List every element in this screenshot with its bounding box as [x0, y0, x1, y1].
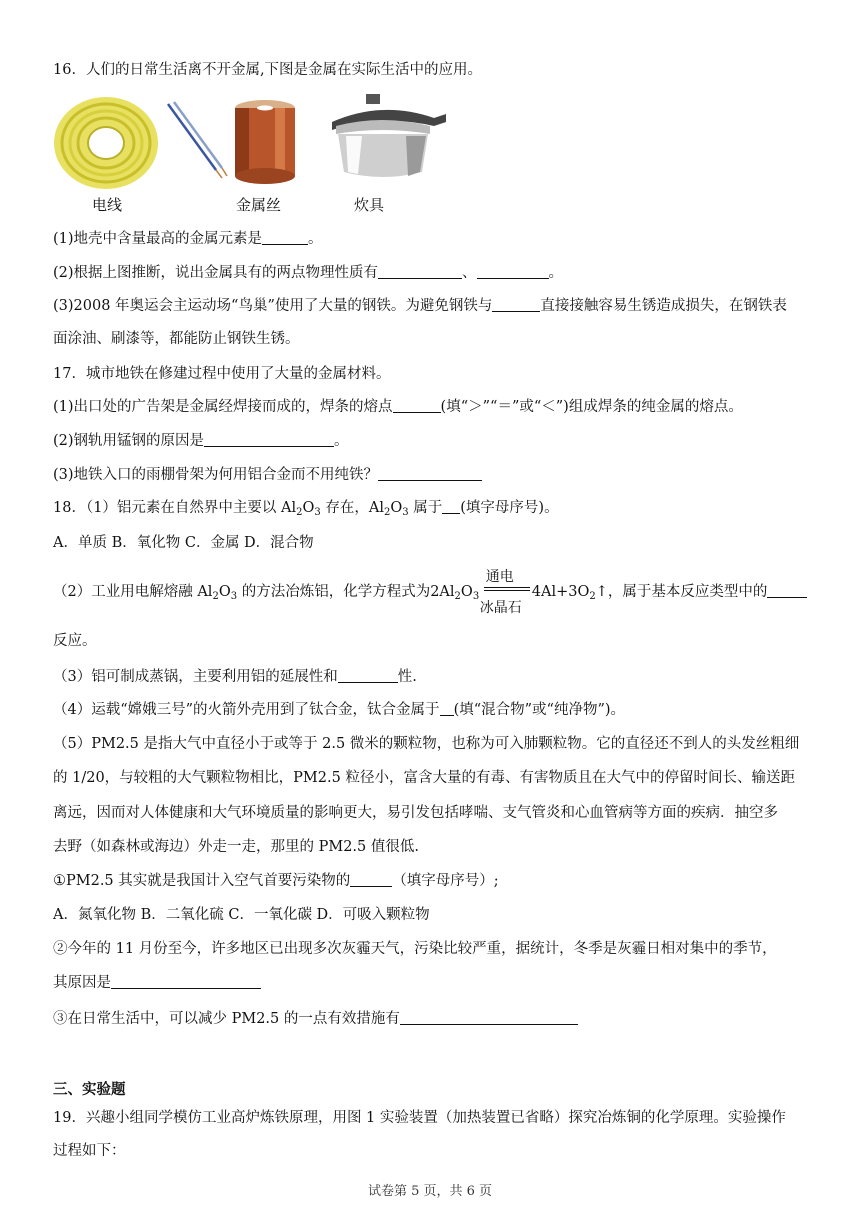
answer-blank[interactable] [477, 264, 549, 279]
q18-options-2: A．氮氧化物 B．二氧化硫 C．一氧化碳 D．可吸入颗粒物 [53, 907, 430, 923]
q18-part5-line2: 的 1/20，与较粗的大气颗粒物相比，PM2.5 粒径小，富含大量的有毒、有害物质且在大气中的停留时间长、输送距 [53, 770, 795, 786]
q16-title: 16．人们的日常生活离不开金属,下图是金属在实际生活中的应用。 [53, 62, 483, 78]
answer-blank[interactable] [338, 668, 398, 683]
q18-part2-cont: 反应。 [53, 633, 97, 649]
q16-part3-cont: 面涂油、刷漆等，都能防止钢铁生锈。 [53, 331, 300, 347]
copper-spool-image [230, 98, 300, 186]
answer-blank[interactable] [400, 1010, 578, 1025]
q17-title: 17．城市地铁在修建过程中使用了大量的金属材料。 [53, 366, 391, 382]
pressure-cooker-image [322, 92, 448, 182]
answer-blank[interactable] [767, 583, 807, 598]
q18-part5-line4: 去野（如森林或海边）外走一走，那里的 PM2.5 值很低. [53, 839, 419, 855]
q19-line1: 19．兴趣小组同学模仿工业高炉炼铁原理，用图 1 实验装置（加热装置已省略）探究冶炼铜的化学原理。实验操作 [53, 1110, 786, 1126]
q18-sub2: ②今年的 11 月份至今，许多地区已出现多次灰霾天气，污染比较严重，据统计，冬季是灰霾日相对集中的季节， [53, 941, 777, 957]
caption-wire: 电线 [92, 196, 123, 214]
answer-blank[interactable] [492, 297, 540, 312]
section-heading: 三、实验题 [53, 1081, 126, 1098]
q18-part2: （2）工业用电解熔融 $Al_2O_3$ 的方法冶炼铝，化学方程式为$2Al_2O_3$ 通电 冰晶石 $4Al+3O_2↑$，属于基本反应类型中的 [53, 582, 807, 602]
answer-blank[interactable] [378, 466, 482, 481]
q17-part1: (1)出口处的广告架是金属经焊接而成的，焊条的熔点 (填“＞”“＝”或“＜”)组成焊条的纯金属的熔点。 [53, 399, 743, 415]
caption-metal-wire: 金属丝 [236, 196, 282, 214]
q18-part5-line3: 离远，因而对人体健康和大气环境质量的影响更大，易引发包括哮喘、支气管炎和心血管病等方面的疾病．抽空多 [53, 805, 778, 821]
q17-part3: (3)地铁入口的雨棚骨架为何用铝合金而不用纯铁？ [53, 465, 482, 485]
q16-part2: (2)根据上图推断，说出金属具有的两点物理性质有 、 。 [53, 265, 564, 281]
q18-part3: （3）铝可制成蒸锅，主要利用铝的延展性和 性. [53, 669, 417, 685]
q18-sub3: ③在日常生活中，可以减少 PM2.5 的一点有效措施有 [53, 1009, 578, 1029]
wires-image [164, 100, 228, 180]
q18-sub2-cont: 其原因是 [53, 973, 261, 993]
q16-part3: (3)2008 年奥运会主运动场“鸟巢”使用了大量的钢铁。为避免钢铁与 直接接触容易生锈造成损失，在钢铁表 [53, 298, 787, 314]
q18-part4: （4）运载“嫦娥三号”的火箭外壳用到了钛合金，钛合金属于 (填“混合物”或“纯净物”)。 [53, 702, 626, 718]
q19-line2: 过程如下： [53, 1143, 126, 1159]
answer-blank[interactable] [111, 974, 261, 989]
answer-blank[interactable] [262, 230, 308, 245]
q18-sub1: ①PM2.5 其实就是我国计入空气首要污染物的 （填字母序号）; [53, 873, 499, 889]
answer-blank[interactable] [350, 872, 392, 887]
answer-blank[interactable] [440, 701, 454, 716]
metal-applications-figure [52, 92, 452, 214]
q18-part1: 18．（1）铝元素在自然界中主要以 $Al_2O_3$ 存在，$Al_2O_3$ 属于 (填字母序号)。 [53, 500, 559, 518]
q17-part2: (2)钢轨用锰钢的原因是 。 [53, 433, 349, 449]
wire-coil-image [52, 94, 160, 192]
answer-blank[interactable] [442, 499, 460, 514]
q18-part5-line1: （5）PM2.5 是指大气中直径小于或等于 2.5 微米的颗粒物，也称为可入肺颗粒物。它的直径还不到人的头发丝粗细 [53, 736, 800, 752]
q16-part1: (1)地壳中含量最高的金属元素是 。 [53, 231, 323, 247]
page-footer: 试卷第 5 页，共 6 页 [367, 1184, 493, 1199]
caption-cookware: 炊具 [354, 196, 385, 214]
q18-options-1: A．单质 B．氧化物 C．金属 D．混合物 [53, 535, 314, 551]
answer-blank[interactable] [204, 432, 334, 447]
answer-blank[interactable] [378, 264, 462, 279]
reaction-condition: 通电 冰晶石 [484, 582, 532, 602]
answer-blank[interactable] [393, 398, 441, 413]
